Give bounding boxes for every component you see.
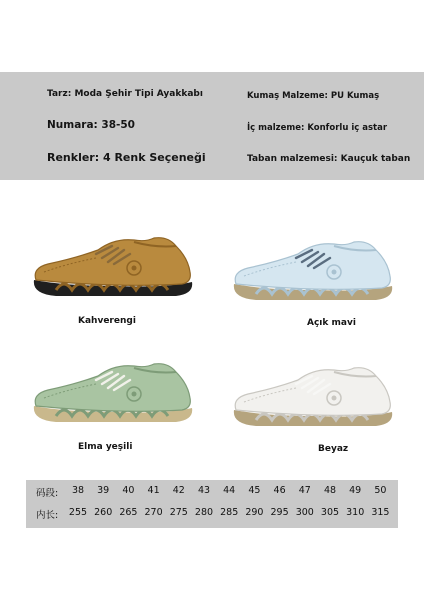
upper [35, 364, 190, 412]
emblem-center [132, 266, 137, 271]
length-cell: 285 [220, 507, 239, 518]
length-cell: 270 [144, 507, 163, 518]
spec-style: Tarz: Moda Şehir Tipi Ayakkabı [47, 89, 203, 99]
size-cell: 41 [147, 485, 160, 496]
size-chart [26, 480, 398, 528]
size-cell: 45 [248, 485, 261, 496]
size-cell: 44 [223, 485, 236, 496]
size-cell: 42 [172, 485, 185, 496]
spec-fabric: Kumaş Malzeme: PU Kumaş [247, 91, 380, 101]
size-cell: 48 [323, 485, 337, 496]
length-cell: 295 [270, 507, 289, 518]
size-cell: 39 [97, 485, 110, 496]
color-label-apple-green: Elma yeşili [78, 442, 133, 452]
upper [235, 242, 390, 290]
length-cell: 275 [169, 507, 188, 518]
emblem-center [332, 270, 337, 275]
color-label-brown: Kahverengi [78, 316, 136, 326]
spec-sole-material: Taban malzemesi: Kauçuk taban [247, 154, 411, 164]
size-cell: 46 [273, 485, 286, 496]
length-cell: 315 [371, 507, 390, 518]
size-cell: 50 [374, 485, 387, 496]
specifications-panel [0, 72, 424, 180]
shoe-image-light-blue [226, 232, 406, 312]
upper [35, 238, 190, 286]
shoe-image-apple-green [26, 354, 206, 434]
length-cell: 300 [295, 507, 314, 518]
length-cell: 305 [320, 507, 340, 518]
length-cell: 265 [119, 507, 138, 518]
size-cell: 38 [71, 485, 85, 496]
length-cell: 310 [346, 507, 365, 518]
size-cell: 43 [197, 485, 211, 496]
shoe-image-brown [26, 228, 206, 308]
spec-colors: Renkler: 4 Renk Seçeneği [47, 151, 206, 164]
length-cell: 290 [245, 507, 264, 518]
size-cell: 40 [122, 485, 135, 496]
length-cell: 255 [68, 507, 88, 518]
length-cell: 280 [194, 507, 214, 518]
size-cell: 47 [298, 485, 311, 496]
length-cell: 260 [94, 507, 113, 518]
spec-size-range: Numara: 38-50 [47, 119, 135, 131]
length-row [26, 505, 398, 525]
emblem-center [132, 392, 137, 397]
size-cell: 49 [349, 485, 362, 496]
spec-inner-material: İç malzeme: Konforlu iç astar [247, 123, 388, 133]
emblem-center [332, 396, 337, 401]
color-label-light-blue: Açık mavi [307, 318, 356, 328]
size-row [26, 483, 398, 503]
length-row-header: 内长: [36, 510, 59, 521]
size-row-header: 码段: [36, 488, 59, 499]
color-label-white: Beyaz [318, 444, 349, 454]
upper [235, 368, 390, 416]
shoe-image-white [226, 358, 406, 438]
